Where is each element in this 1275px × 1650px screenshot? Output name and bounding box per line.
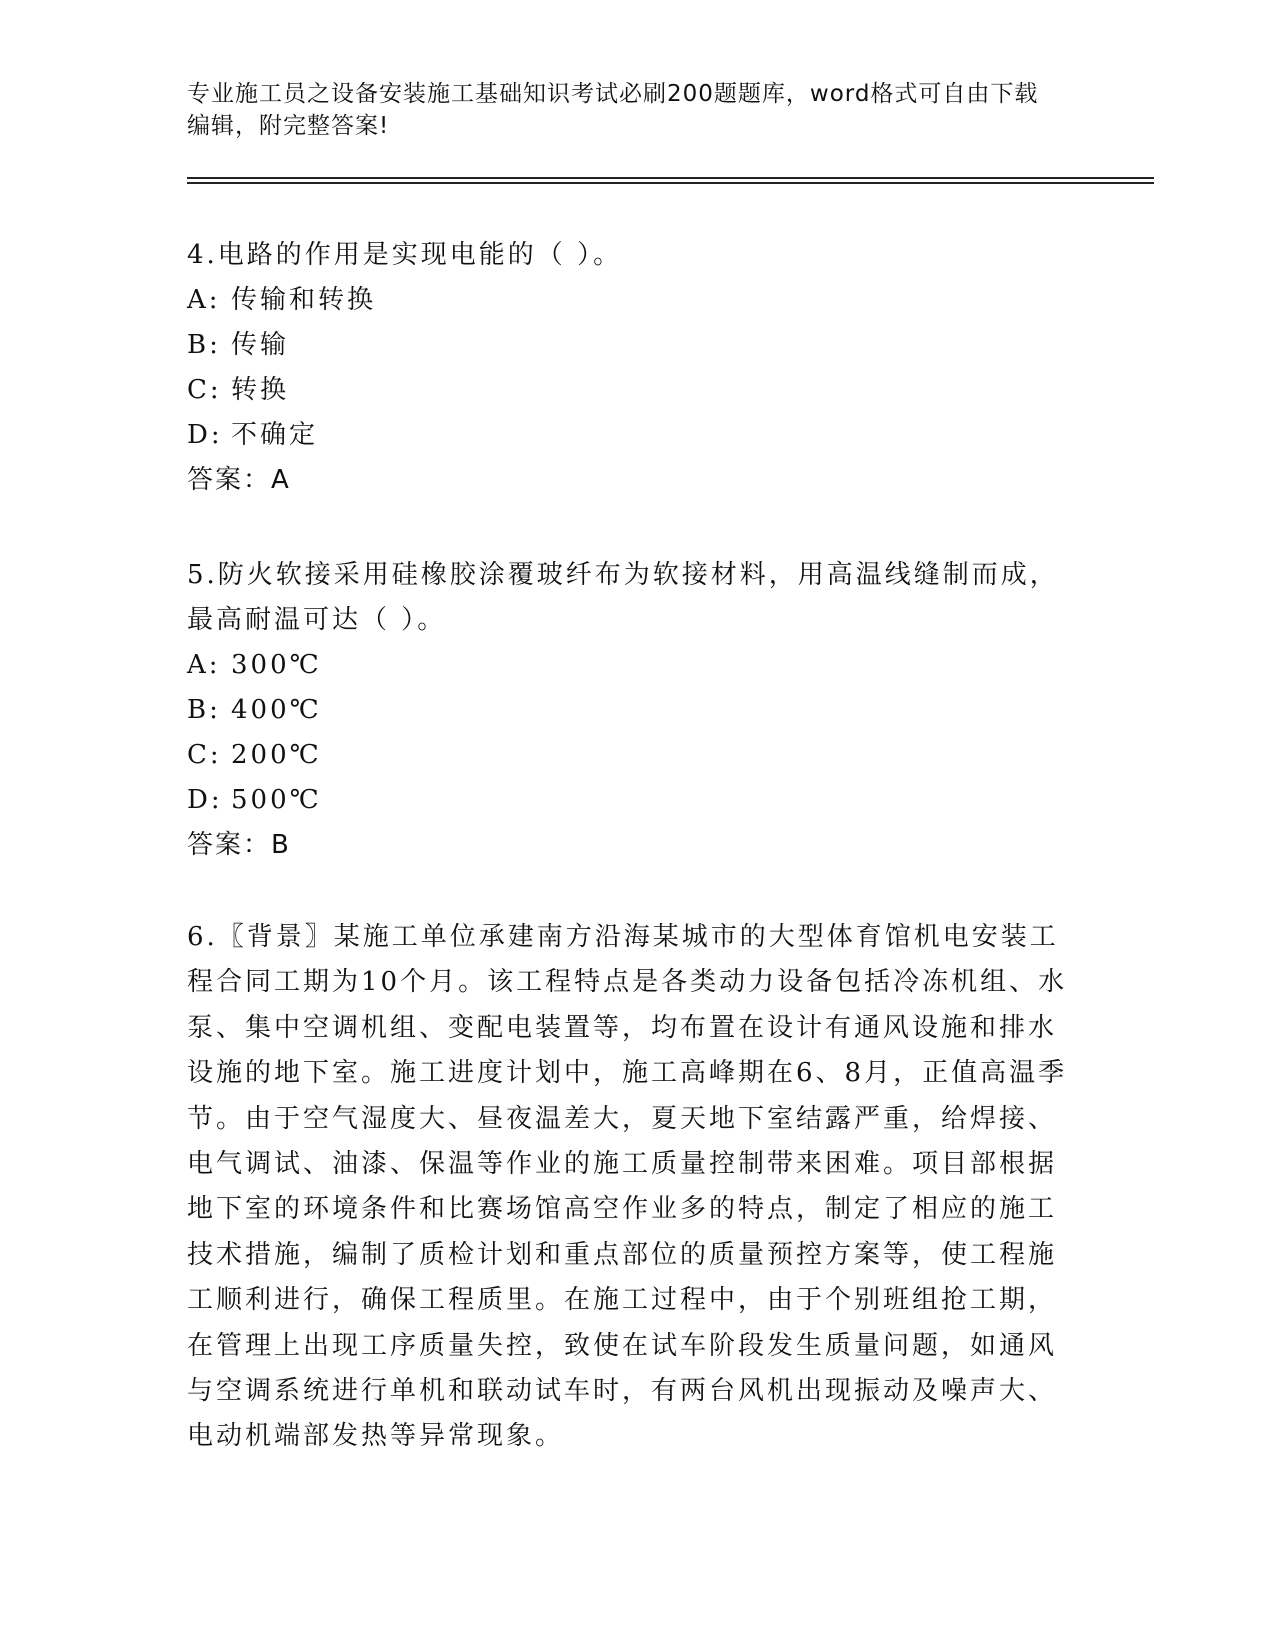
option-letter: C: — [187, 740, 222, 770]
case-line: 电动机端部发热等异常现象。 — [187, 1421, 565, 1452]
case-line: 地下室的环境条件和比赛场馆高空作业多的特点，制定了相应的施工 — [187, 1194, 1058, 1225]
case-line: 泵、集中空调机组、变配电装置等，均布置在设计有通风设施和排水 — [187, 1012, 1058, 1043]
option-text: 300℃ — [231, 650, 322, 680]
case-line: 程合同工期为10个月。该工程特点是各类动力设备包括冷冻机组、水 — [187, 967, 1068, 998]
header-divider-bottom — [187, 182, 1154, 184]
case-line: 与空调系统进行单机和联动试车时，有两台风机出现振动及噪声大、 — [187, 1375, 1058, 1406]
option-letter: D: — [187, 785, 223, 815]
option-letter: D: — [187, 420, 223, 450]
option-text: 转换 — [231, 375, 290, 405]
header-title-line-1: 专业施工员之设备安装施工基础知识考试必刷200题题库，word格式可自由下载 — [187, 81, 1039, 107]
header-title-line-2: 编辑，附完整答案! — [187, 113, 390, 139]
option-text: 200℃ — [231, 740, 322, 770]
option-d — [187, 413, 1087, 458]
option-text: 不确定 — [231, 420, 319, 450]
option-letter: A: — [187, 650, 221, 680]
option-c — [187, 733, 1087, 778]
option-text: 传输和转换 — [231, 285, 377, 315]
question-stem-line-1: 5.防火软接采用硅橡胶涂覆玻纤布为软接材料，用高温线缝制而成， — [187, 560, 1059, 590]
option-a — [187, 643, 1087, 688]
option-letter: B: — [187, 330, 221, 360]
option-text: 400℃ — [231, 695, 322, 725]
option-b — [187, 323, 1087, 368]
case-line: 工顺利进行，确保工程质里。在施工过程中，由于个别班组抢工期， — [187, 1285, 1058, 1316]
option-c — [187, 368, 1087, 413]
document-header — [187, 78, 1077, 142]
question-4 — [187, 233, 1087, 503]
case-question-6 — [187, 915, 1087, 1460]
case-line: 技术措施，编制了质检计划和重点部位的质量预控方案等，使工程施 — [187, 1239, 1058, 1270]
option-text: 传输 — [231, 330, 290, 360]
option-d — [187, 778, 1087, 823]
case-line: 6.〖背景〗某施工单位承建南方沿海某城市的大型体育馆机电安装工 — [187, 922, 1059, 952]
answer-line: 答案：B — [187, 830, 291, 860]
answer-line: 答案：A — [187, 465, 291, 495]
header-divider-top — [187, 177, 1154, 179]
question-5 — [187, 553, 1087, 868]
case-line: 节。由于空气湿度大、昼夜温差大，夏天地下室结露严重，给焊接、 — [187, 1103, 1058, 1134]
option-a — [187, 278, 1087, 323]
option-letter: B: — [187, 695, 221, 725]
question-stem: 4.电路的作用是实现电能的（ ）。 — [187, 240, 623, 270]
option-letter: C: — [187, 375, 222, 405]
option-b — [187, 688, 1087, 733]
question-stem-line-2: 最高耐温可达（ ）。 — [187, 605, 447, 635]
case-line: 电气调试、油漆、保温等作业的施工质量控制带来困难。项目部根据 — [187, 1148, 1058, 1179]
option-text: 500℃ — [231, 785, 322, 815]
option-letter: A: — [187, 285, 221, 315]
case-line: 设施的地下室。施工进度计划中，施工高峰期在6、8月，正值高温季 — [187, 1058, 1068, 1089]
case-line: 在管理上出现工序质量失控，致使在试车阶段发生质量问题，如通风 — [187, 1330, 1058, 1361]
